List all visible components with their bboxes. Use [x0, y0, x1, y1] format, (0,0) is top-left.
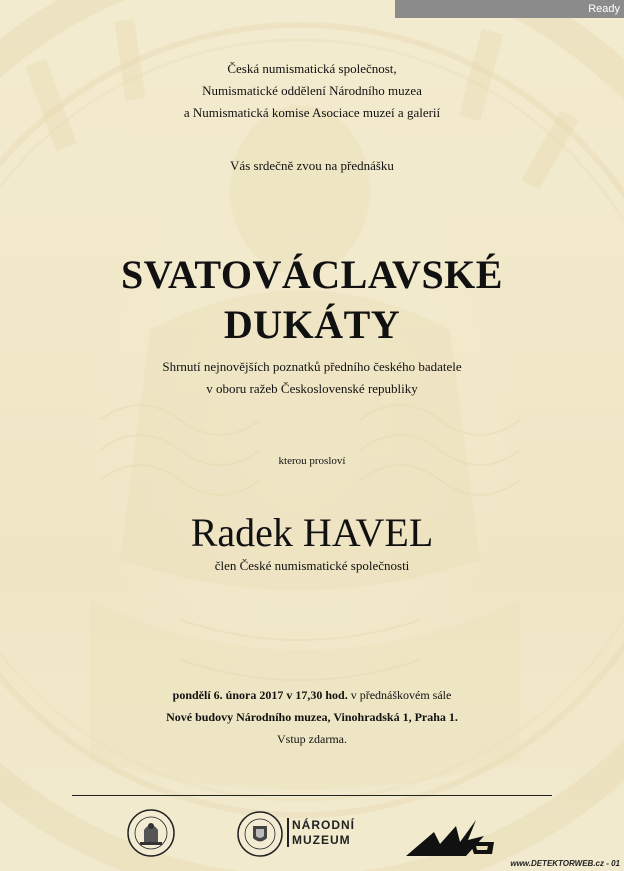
status-text: Ready: [588, 3, 620, 15]
speaker-intro: kterou prosloví: [278, 455, 346, 467]
lecture-title: [0, 250, 624, 350]
title-line: SVATOVÁCLAVSKÉ: [121, 252, 503, 297]
cns-seal-logo: [126, 808, 176, 858]
subtitle-line: Shrnutí nejnovějších poznatků předního českého badatele: [162, 359, 462, 374]
organizers-block: [0, 58, 624, 124]
entry-info: Vstup zdarma.: [277, 732, 347, 746]
lecture-subtitle: [0, 356, 624, 400]
nm-seal-logo: [236, 810, 284, 858]
subtitle-line: v oboru ražeb Československé republiky: [206, 381, 418, 396]
date-time: pondělí 6. února 2017 v 17,30 hod.: [172, 688, 348, 702]
divider-line: [72, 795, 552, 796]
nm-line1: NÁRODNÍ: [292, 818, 355, 832]
organizer-line: Numismatické oddělení Národního muzea: [202, 83, 422, 98]
organizer-line: Česká numismatická společnost,: [227, 61, 397, 76]
site-watermark: www.DETEKTORWEB.cz - 01: [510, 859, 620, 868]
speaker-name: Radek HAVEL: [190, 510, 434, 555]
details-line-1: [0, 684, 624, 706]
status-bar: [395, 0, 624, 18]
place-part1: v přednáškovém sále: [350, 688, 452, 702]
title-line: DUKÁTY: [223, 302, 401, 347]
nm-line2: MUZEUM: [292, 833, 351, 847]
event-details: [0, 684, 624, 750]
place-part2: Nové budovy Národního muzea, Vinohradská 1, Praha 1.: [166, 710, 458, 724]
nm-logo-text: [292, 818, 355, 848]
mg-logo: [404, 812, 496, 860]
speaker-role: člen České numismatické společnosti: [214, 558, 410, 573]
nm-logo-bar: [287, 818, 289, 847]
invitation-text: Vás srdečně zvou na přednášku: [230, 158, 394, 173]
organizer-line: a Numismatická komise Asociace muzeí a galerií: [183, 105, 441, 120]
